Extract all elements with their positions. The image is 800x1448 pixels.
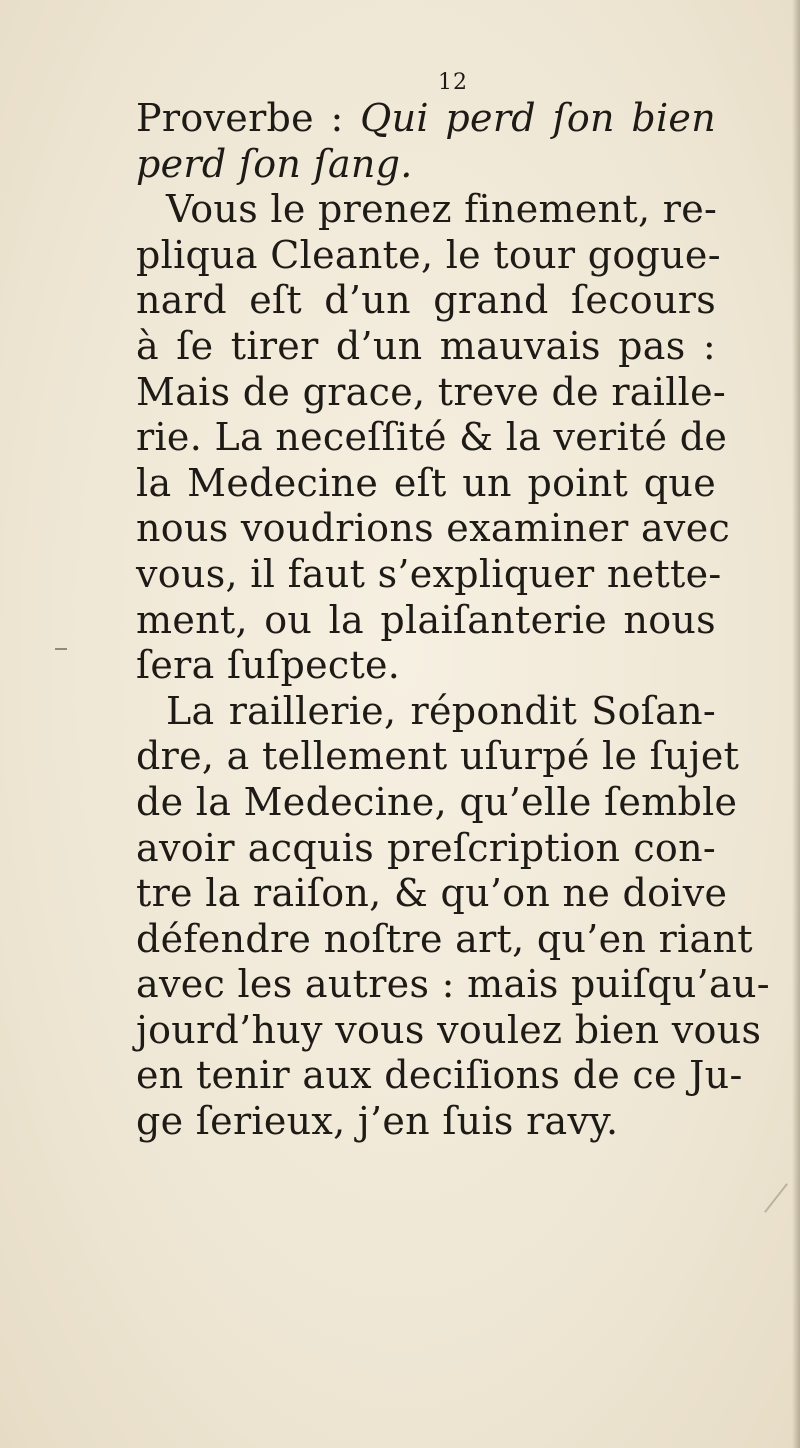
text-line-4: pliqua Cleante, le tour gogue- <box>136 232 721 277</box>
text-line-15: dre, a tellement uſurpé le ſujet <box>136 734 740 779</box>
text-line-13: ſera ſuſpecte. <box>136 643 401 688</box>
proverb-label: Proverbe : <box>136 96 361 140</box>
text-line-19: défendre noſtre art, qu’en riant <box>136 916 753 961</box>
ink-speck <box>55 648 67 650</box>
pencil-mark <box>764 1183 788 1213</box>
text-line-3: Vous le prenez finement, re- <box>166 187 718 232</box>
text-line-9: la Medecine eſt un point que <box>136 460 716 505</box>
text-line-23: ge ſerieux, j’en ſuis ravy. <box>136 1099 619 1144</box>
text-line-14: La raillerie, répondit Soſan- <box>166 688 716 733</box>
page-edge-shadow <box>792 0 800 1448</box>
page-number: 12 <box>438 70 468 95</box>
text-line-20: avec les autres : mais puiſqu’au- <box>136 962 770 1007</box>
text-line-12: ment, ou la plaiſanterie nous <box>136 597 716 642</box>
text-line-1 <box>136 96 716 142</box>
text-line-11: vous, il faut s’expliquer nette- <box>136 551 722 596</box>
proverb-quote: Qui perd ſon bien <box>360 96 716 140</box>
body-text <box>136 96 770 1145</box>
text-line-21: jourd’huy vous voulez bien vous <box>136 1007 762 1052</box>
text-line-17: avoir acquis preſcription con- <box>136 825 716 870</box>
text-line-7: Mais de grace, treve de raille- <box>136 369 727 414</box>
text-line-10: nous voudrions examiner avec <box>136 506 731 551</box>
text-line-6: à ſe tirer d’un mauvais pas : <box>136 323 716 368</box>
text-line-8: rie. La neceſſité & la verité de <box>136 415 728 460</box>
text-line-22: en tenir aux deciſions de ce Ju- <box>136 1053 743 1098</box>
text-line-16: de la Medecine, qu’elle ſemble <box>136 779 738 824</box>
text-line-18: tre la raiſon, & qu’on ne doive <box>136 871 728 916</box>
text-line-2: perd ſon ſang. <box>136 141 413 186</box>
text-line-5: nard eſt d’un grand ſecours <box>136 278 716 323</box>
